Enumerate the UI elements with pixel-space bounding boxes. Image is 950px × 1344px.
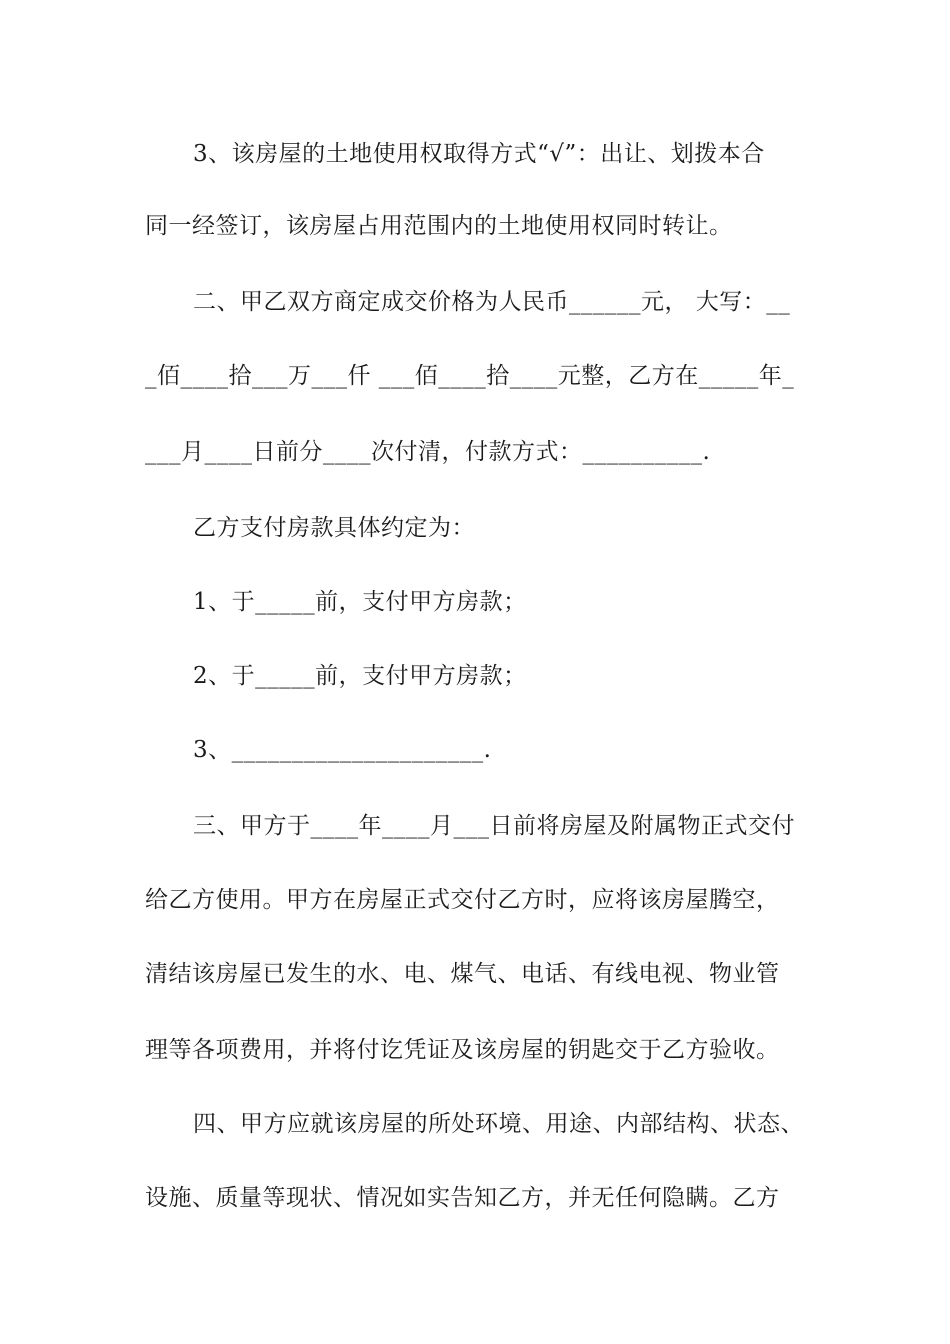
text-line: 设施、质量等现状、情况如实告知乙方，并无任何隐瞒。乙方 <box>145 1185 780 1211</box>
text-line: 3、_____________________. <box>193 737 492 763</box>
text-line: 1、于_____前，支付甲方房款； <box>193 589 527 615</box>
text-line: 二、甲乙双方商定成交价格为人民币______元， 大写：__ <box>193 289 791 315</box>
text-line: 四、甲方应就该房屋的所处环境、用途、内部结构、状态、 <box>193 1111 804 1137</box>
text-line: 给乙方使用。甲方在房屋正式交付乙方时，应将该房屋腾空， <box>145 887 780 913</box>
text-line: 清结该房屋已发生的水、电、煤气、电话、有线电视、物业管 <box>145 961 780 987</box>
text-line: 3、该房屋的土地使用权取得方式“√”：出让、划拨本合 <box>193 141 765 167</box>
text-line: 理等各项费用，并将付讫凭证及该房屋的钥匙交于乙方验收。 <box>145 1037 780 1063</box>
text-line: _佰____拾___万___仟 ___佰____拾____元整，乙方在_____年_ <box>145 363 795 389</box>
text-line: 三、甲方于____年____月___日前将房屋及附属物正式交付 <box>193 813 795 839</box>
text-line: 乙方支付房款具体约定为： <box>193 515 475 541</box>
text-line: ___月____日前分____次付清，付款方式：__________. <box>145 439 711 465</box>
text-line: 2、于_____前，支付甲方房款； <box>193 663 527 689</box>
text-line: 同一经签订，该房屋占用范围内的土地使用权同时转让。 <box>145 213 733 239</box>
